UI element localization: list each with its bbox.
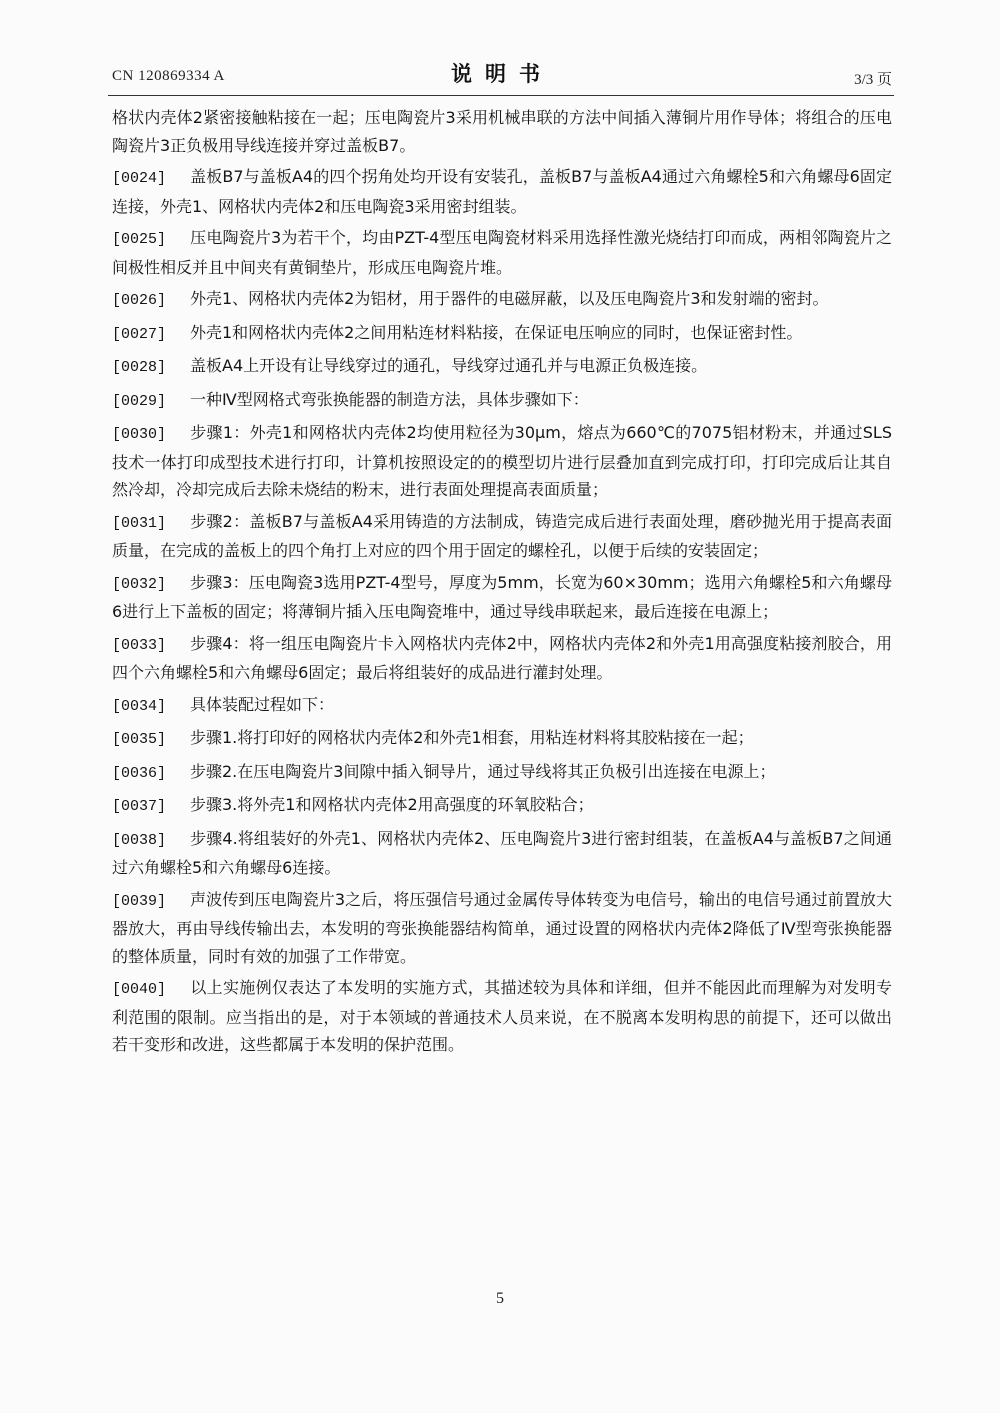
- paragraph: [112, 285, 892, 315]
- paragraph-number: [0036]: [112, 764, 167, 782]
- paragraph: [112, 825, 892, 882]
- patent-number: CN 120869334 A: [112, 68, 225, 84]
- paragraph-text: 盖板A4上开设有让导线穿过的通孔，导线穿过通孔并与电源正负极连接。: [190, 356, 708, 375]
- paragraph: [112, 508, 892, 565]
- paragraph: [112, 163, 892, 220]
- paragraph: [112, 758, 892, 788]
- paragraph: [112, 630, 892, 687]
- header-divider: [108, 95, 894, 96]
- paragraph: [112, 974, 892, 1059]
- paragraph-number: [0026]: [112, 292, 167, 309]
- paragraph-text: 步骤4：将一组压电陶瓷片卡入网格状内壳体2中，网格状内壳体2和外壳1用高强度粘接剂胶合，用四个六角螺栓5和六角螺母6固定；最后将组装好的成品进行灌封处理。: [112, 633, 892, 682]
- paragraph-text: 外壳1和网格状内壳体2之间用粘连材料粘接，在保证电压响应的同时，也保证密封性。: [190, 322, 803, 342]
- paragraph-text: 步骤3：压电陶瓷3选用PZT-4型号，厚度为5mm，长宽为60×30mm；选用六角螺栓5和六角螺母6进行上下盖板的固定；将薄铜片插入压电陶瓷堆中，通过导线串联起来，最后连接在电源上；: [112, 572, 892, 621]
- paragraph-text: 盖板B7与盖板A4的四个拐角处均开设有安装孔，盖板B7与盖板A4通过六角螺栓5和六角螺母6固定连接，外壳1、网格状内壳体2和压电陶瓷3采用密封组装。: [112, 167, 892, 216]
- paragraph-text: 步骤2：盖板B7与盖板A4采用铸造的方法制成，铸造完成后进行表面处理，磨砂抛光用于提高表面质量，在完成的盖板上的四个角打上对应的四个用于固定的螺栓孔，以便于后续的安装固定；: [112, 511, 892, 560]
- document-body: [112, 104, 892, 1063]
- continued-paragraph: 格状内壳体2紧密接触粘接在一起；压电陶瓷片3采用机械串联的方法中间插入薄铜片用作导体；将组合的压电陶瓷片3正负极用导线连接并穿过盖板B7。: [112, 108, 892, 155]
- paragraph-text: 压电陶瓷片3为若干个，均由PZT-4型压电陶瓷材料采用选择性激光烧结打印而成，两相邻陶瓷片之间极性相反并且中间夹有黄铜垫片，形成压电陶瓷片堆。: [112, 228, 892, 277]
- paragraph: [112, 691, 892, 721]
- paragraph-text: 外壳1、网格状内壳体2为铝材，用于器件的电磁屏蔽，以及压电陶瓷片3和发射端的密封。: [190, 289, 829, 308]
- page-header: [112, 58, 892, 90]
- paragraph-number: [0030]: [112, 426, 167, 443]
- paragraph: [112, 791, 892, 821]
- paragraph-text: 一种Ⅳ型网格式弯张换能器的制造方法，具体步骤如下：: [190, 389, 589, 409]
- paragraph: [112, 886, 892, 971]
- paragraph-number: [0024]: [112, 170, 167, 187]
- paragraph: [112, 724, 892, 754]
- paragraph-number: [0035]: [112, 731, 167, 748]
- paragraph: [112, 352, 892, 382]
- paragraph-number: [0029]: [112, 392, 167, 410]
- paragraph-text: 步骤1.将打印好的网格状内壳体2和外壳1相套，用粘连材料将其胶粘接在一起；: [190, 728, 754, 747]
- paragraph-number: [0037]: [112, 798, 167, 815]
- paragraph-text: 步骤2.在压电陶瓷片3间隙中插入铜导片，通过导线将其正负极引出连接在电源上；: [190, 761, 776, 781]
- paragraph-number: [0039]: [112, 892, 167, 910]
- paragraph-text: 以上实施例仅表达了本发明的实施方式，其描述较为具体和详细，但并不能因此而理解为对发明专利范围的限制。应当指出的是，对于本领域的普通技术人员来说，在不脱离本发明构思的前提下，还可以做出若干变形和改进，这些都属于本发明的保护范围。: [112, 978, 892, 1054]
- paragraph: [112, 319, 892, 349]
- page-indicator: 3/3 页: [854, 72, 892, 88]
- paragraph-text: 步骤3.将外壳1和网格状内壳体2用高强度的环氧胶粘合；: [190, 795, 594, 814]
- paragraph-number: [0034]: [112, 697, 167, 715]
- paragraph-text: 具体装配过程如下：: [190, 694, 335, 714]
- page-number: 5: [496, 1290, 504, 1307]
- paragraph: [112, 386, 892, 416]
- document-title: 说明书: [451, 62, 553, 86]
- paragraph-number: [0040]: [112, 981, 167, 998]
- paragraph-list: [112, 163, 892, 1059]
- paragraph-number: [0033]: [112, 636, 167, 654]
- paragraph-number: [0031]: [112, 514, 167, 532]
- paragraph: [112, 224, 892, 281]
- paragraph: [112, 419, 892, 504]
- paragraph-number: [0028]: [112, 359, 167, 376]
- paragraph-number: [0027]: [112, 325, 167, 343]
- paragraph-number: [0032]: [112, 575, 167, 593]
- paragraph-text: 步骤4.将组装好的外壳1、网格状内壳体2、压电陶瓷片3进行密封组装，在盖板A4与盖板B7之间通过六角螺栓5和六角螺母6连接。: [112, 828, 892, 877]
- paragraph: [112, 569, 892, 626]
- paragraph-number: [0038]: [112, 831, 167, 849]
- paragraph-text: 声波传到压电陶瓷片3之后，将压强信号通过金属传导体转变为电信号，输出的电信号通过前置放大器放大，再由导线传输出去，本发明的弯张换能器结构简单，通过设置的网格状内壳体2降低了Ⅳ型弯张换能器的整体质量，同时有效的加强了工作带宽。: [112, 889, 892, 966]
- paragraph-number: [0025]: [112, 231, 167, 248]
- paragraph-text: 步骤1：外壳1和网格状内壳体2均使用粒径为30μm，熔点为660℃的7075铝材粉末，并通过SLS技术一体打印成型技术进行打印，计算机按照设定的的模型切片进行层叠加直到完成打印，打印完成后让其自然冷却，冷却完成后去除未烧结的粉末，进行表面处理提高表面质量；: [112, 423, 892, 499]
